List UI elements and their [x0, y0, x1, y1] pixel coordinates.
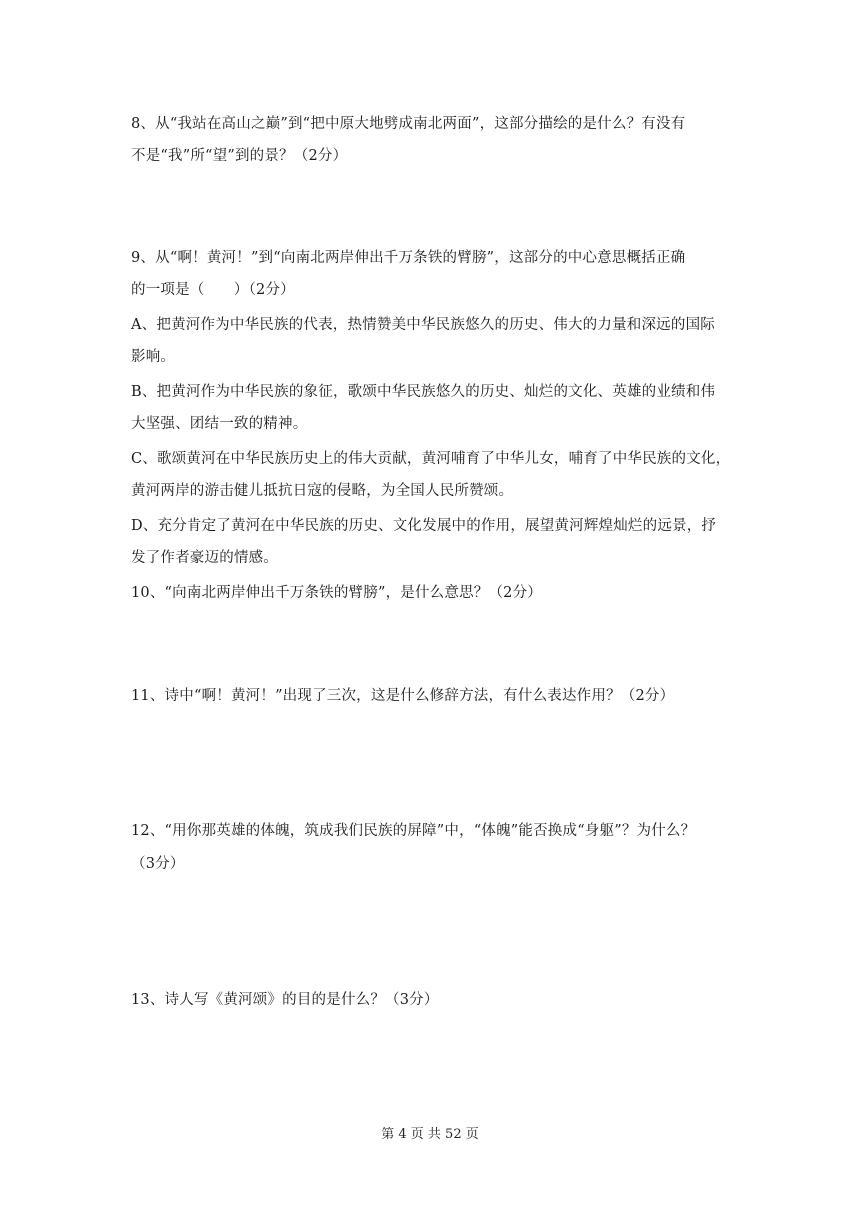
question-9-option-d-line-1: D、充分肯定了黄河在中华民族的历史、文化发展中的作用，展望黄河辉煌灿烂的远景，抒	[131, 518, 717, 534]
question-9-option-d-line-2: 发了作者豪迈的情感。	[131, 550, 278, 566]
question-9-line-1: 9、从“啊！黄河！”到“向南北两岸伸出千万条铁的臂膀”，这部分的中心意思概括正确	[131, 250, 686, 266]
question-9-option-c-line-2: 黄河两岸的游击健儿抵抗日寇的侵略，为全国人民所赞颂。	[131, 483, 514, 499]
question-12-line-2: （3分）	[131, 856, 185, 872]
question-9-option-b-line-1: B、把黄河作为中华民族的象征，歌颂中华民族悠久的历史、灿烂的文化、英雄的业绩和伟	[131, 384, 716, 400]
question-8-line-2: 不是“我”所“望”到的景？（2分）	[131, 148, 348, 164]
question-9-line-2: 的一项是（ ）（2分）	[131, 282, 295, 298]
question-9-option-b-line-2: 大坚强、团结一致的精神。	[131, 416, 308, 432]
question-10-line-1: 10、“向南北两岸伸出千万条铁的臂膀”，是什么意思？（2分）	[131, 585, 542, 601]
question-13-line-1: 13、诗人写《黄河颂》的目的是什么？（3分）	[131, 992, 439, 1008]
question-11-line-1: 11、诗中“啊！黄河！”出现了三次，这是什么修辞方法，有什么表达作用？（2分）	[131, 688, 675, 704]
page-number-footer: 第 4 页 共 52 页	[381, 1127, 479, 1142]
question-8-line-1: 8、从“我站在高山之巅”到“把中原大地劈成南北两面”，这部分描绘的是什么？有没有	[131, 116, 686, 132]
question-9-option-a-line-1: A、把黄河作为中华民族的代表，热情赞美中华民族悠久的历史、伟大的力量和深远的国际	[131, 317, 715, 333]
question-9-option-c-line-1: C、歌颂黄河在中华民族历史上的伟大贡献，黄河哺育了中华儿女，哺育了中华民族的文化，	[131, 451, 731, 467]
question-9-option-a-line-2: 影响。	[131, 349, 176, 365]
question-12-line-1: 12、“用你那英雄的体魄，筑成我们民族的屏障”中，“体魄”能否换成“身躯”？为什么？	[131, 823, 696, 839]
